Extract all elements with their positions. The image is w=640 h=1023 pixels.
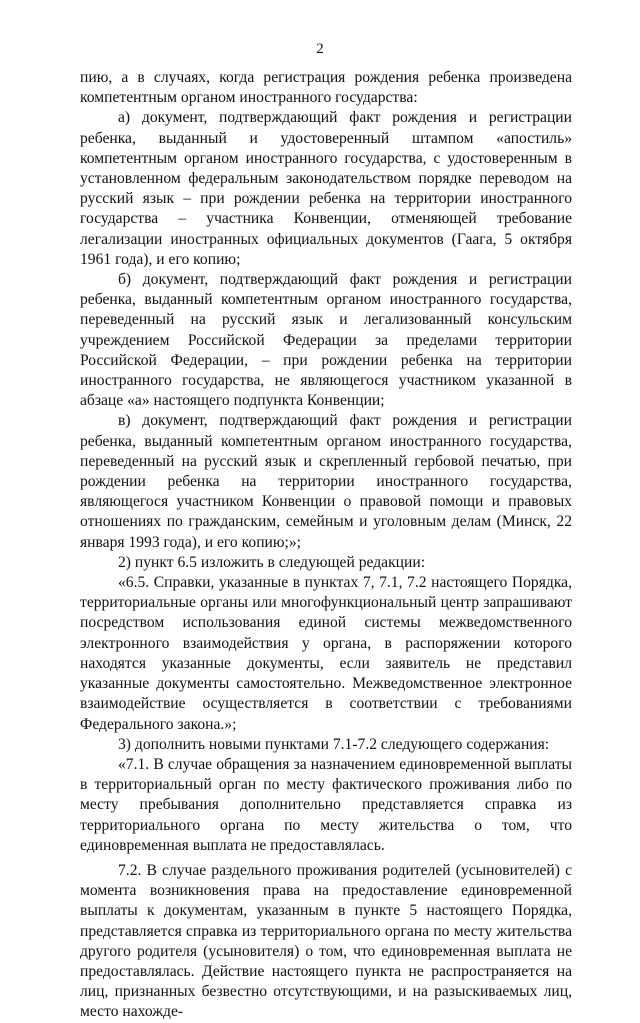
paragraph-item-v: в) документ, подтверждающий факт рождения и регистрации ребенка, выданный компетентным органом иностранного государства, переведенный на русский язык и скрепленный гербовой печатью, при рождении ребенка на территории иностранного государства, являющегося участником Конвенции о правовой помощи и правовых отношениях по гражданским, семейным и уголовным делам (Минск, 22 января 1993 года), и его копию;»; [80,412,572,551]
paragraph-point-3: 3) дополнить новыми пунктами 7.1-7.2 следующего содержания: [118,735,550,753]
page-number: 2 [316,41,324,57]
document-body [80,68,572,1023]
paragraph-point-2: 2) пункт 6.5 изложить в следующей редакции: [118,553,426,571]
paragraph-item-a: а) документ, подтверждающий факт рождения и регистрации ребенка, выданный и удостоверенный штампом «апостиль» компетентным органом иностранного государства, с удостоверенным в установленном федеральным законодательством порядке переводом на русский язык – при рождении ребенка на территории иностранного государства – участника Конвенции, отменяющей требование легализации иностранных официальных документов (Гаага, 5 октября 1961 года), и его копию; [80,109,572,268]
paragraph-clause-7-2: 7.2. В случае раздельного проживания родителей (усыновителей) с момента возникновения права на предоставление единовременной выплаты к документам, указанным в пункте 5 настоящего Порядка, представляется справка из территориального органа по месту жительства другого родителя (усыновителя) о том, что единовременная выплата не предоставлялась. Действие настоящего пункта не распространяется на лиц, признанных безвестно отсутствующими, и на разыскиваемых лиц, место нахожде- [80,861,572,1021]
paragraph-item-b: б) документ, подтверждающий факт рождения и регистрации ребенка, выданный компетентным органом иностранного государства, переведенный на русский язык и легализованный консульским учреждением Российской Федерации за пределами территории Российской Федерации, – при рождении ребенка на территории иностранного государства, не являющегося участником указанной в абзаце «а» настоящего подпункта Конвенции; [80,271,572,410]
paragraph-continuation: пию, а в случаях, когда регистрация рождения ребенка произведена компетентным органом иностранного государства: [80,69,572,107]
paragraph-clause-6-5: «6.5. Справки, указанные в пунктах 7, 7.1, 7.2 настоящего Порядка, территориальные органы или многофункциональный центр запрашивают посредством использования единой системы межведомственного электронного взаимодействия у органа, в распоряжении которого находятся указанные документы, если заявитель не представил указанные документы самостоятельно. Межведомственное электронное взаимодействие осуществляется в соответствии с требованиями Федерального закона.»; [80,574,572,733]
paragraph-clause-7-1: «7.1. В случае обращения за назначением единовременной выплаты в территориальный орган по месту фактического проживания либо по месту пребывания дополнительно представляется справка из территориального органа по месту жительства о том, что единовременная выплата не предоставлялась. [80,755,572,854]
